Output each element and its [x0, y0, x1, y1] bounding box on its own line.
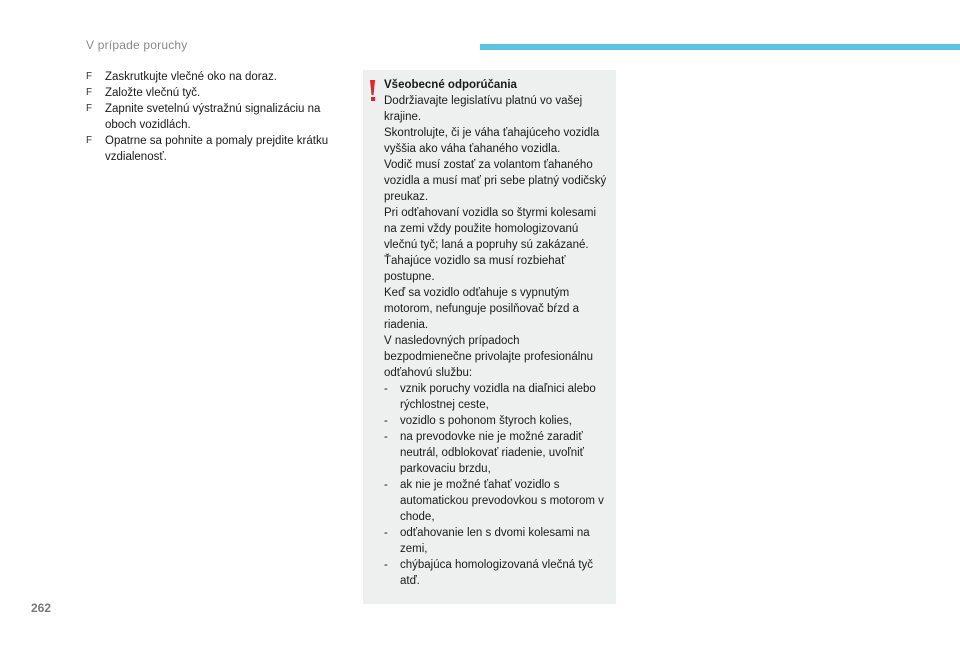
recommendation-paragraph: Keď sa vozidlo odťahuje s vypnutým motorom, nefunguje posilňovač bŕzd a riadenia.	[384, 287, 579, 331]
step-text: Opatrne sa pohnite a pomaly prejdite krátku vzdialenosť.	[105, 135, 329, 163]
step-item	[86, 85, 348, 101]
checkbox-marker-icon: F	[86, 103, 93, 114]
step-item	[86, 69, 348, 85]
list-item-text: vznik poruchy vozidla na diaľnici alebo rýchlostnej ceste,	[400, 383, 596, 411]
page-number: 262	[31, 601, 52, 615]
recommendation-paragraph: Skontrolujte, či je váha ťahajúceho vozidla vyššia ako váha ťahaného vozidla.	[384, 127, 600, 155]
exclamation-bar	[370, 80, 375, 95]
professional-towing-cases-list	[384, 381, 608, 589]
list-item	[384, 429, 608, 477]
recommendation-paragraph: V nasledovných prípadoch bezpodmienečne privolajte profesionálnu odťahovú službu:	[384, 335, 594, 379]
step-text: Založte vlečnú tyč.	[105, 87, 201, 99]
list-item-text: na prevodovke nie je možné zaradiť neutrál, odblokovať riadenie, uvoľniť parkovaciu brzdu,	[400, 431, 584, 475]
step-text: Zaskrutkujte vlečné oko na doraz.	[105, 71, 277, 83]
recommendation-paragraph: Pri odťahovaní vozidla so štyrmi kolesami na zemi vždy použite homologizovanú vlečnú tyč; laná a popruhy sú zakázané.	[384, 207, 597, 251]
steps-list	[86, 69, 348, 165]
list-item-text: ak nie je možné ťahať vozidlo s automatickou prevodovkou s motorom v chode,	[400, 479, 604, 523]
list-item	[384, 477, 608, 525]
recommendation-paragraph: Vodič musí zostať za volantom ťahaného vozidla a musí mať pri sebe platný vodičský preukaz.	[384, 159, 607, 203]
list-item	[384, 381, 608, 413]
recommendation-paragraph: Dodržiavajte legislatívu platnú vo vašej krajine.	[384, 95, 583, 123]
recommendation-paragraph: Ťahajúce vozidlo sa musí rozbiehať postupne.	[384, 255, 566, 283]
dash-bullet: -	[384, 527, 388, 539]
list-item	[384, 525, 608, 557]
list-item-text: odťahovanie len s dvomi kolesami na zemi,	[400, 527, 590, 555]
step-item	[86, 101, 348, 133]
dash-bullet: -	[384, 415, 388, 427]
checkbox-marker-icon: F	[86, 87, 93, 98]
checkbox-marker-icon: F	[86, 135, 93, 146]
section-title: V prípade poruchy	[86, 38, 188, 52]
recommendations-title: Všeobecné odporúčania	[384, 79, 517, 91]
checkbox-marker-icon: F	[86, 71, 93, 82]
list-item	[384, 557, 608, 589]
dash-bullet: -	[384, 431, 388, 443]
exclamation-dot	[371, 97, 375, 101]
list-item	[384, 413, 608, 429]
step-item	[86, 133, 348, 165]
dash-bullet: -	[384, 383, 388, 395]
dash-bullet: -	[384, 479, 388, 491]
dash-bullet: -	[384, 559, 388, 571]
header-accent-bar	[480, 44, 960, 50]
exclamation-warning-icon	[370, 80, 375, 102]
recommendations-box	[363, 70, 616, 604]
list-item-text: chýbajúca homologizovaná vlečná tyč atď.	[400, 559, 594, 587]
list-item-text: vozidlo s pohonom štyroch kolies,	[400, 415, 572, 427]
step-text: Zapnite svetelnú výstražnú signalizáciu na oboch vozidlách.	[105, 103, 321, 131]
